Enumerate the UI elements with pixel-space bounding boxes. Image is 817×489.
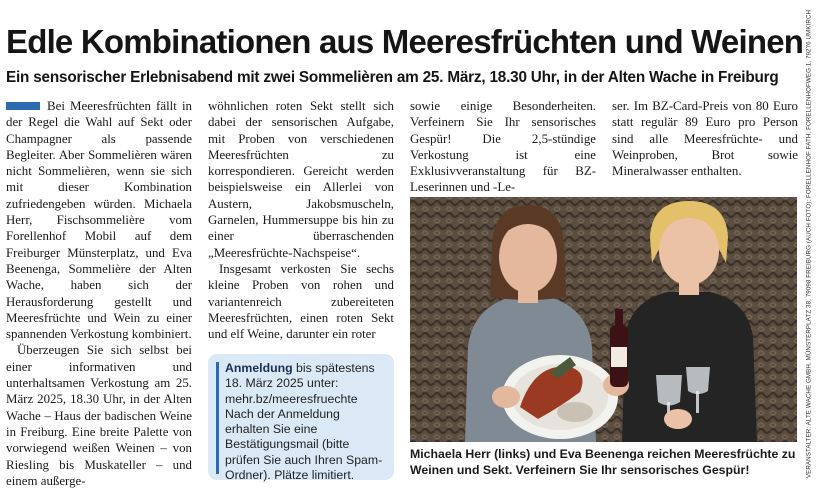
- article-text: Bei Meeresfrüchten fällt in der Regel die Wahl auf Sekt oder Champagner als passende Begleiter. Aber Sommelièren wären nicht Sommelièren, wenn sie sich mit dieser Kombination zufriedengeben würden. Michaela Herr, Fischsommelière vom Forellenhof Mobil auf dem Freiburger Münsterplatz, und Eva Beenenga, Sommelière der Alten Wache, haben sich der Herausforderung gestellt und Meeresfrüchte und Wein zu einer spannenden Verkostung kombiniert.: [6, 99, 192, 342]
- photo-credit: [804, 2, 814, 486]
- article-column-1: [6, 98, 192, 489]
- sommeliers-photo: [410, 197, 797, 442]
- article-column-4: [612, 98, 798, 179]
- headline: Edle Kombinationen aus Meeresfrüchten und Weinen: [6, 23, 804, 60]
- infobox-text: [225, 361, 386, 483]
- infobox-keyword: Anmeldung: [225, 361, 293, 375]
- section-marker: [6, 102, 40, 110]
- article-paragraph-5: sowie einige Besonderheiten. Verfeinern Sie Ihr sensorisches Gespür! Die 2,5-stündige Verkostung ist eine Exklusivveranstaltung für BZ-Leserinnen und -Le-: [410, 99, 596, 195]
- article-paragraph-1: [6, 98, 192, 342]
- article-paragraph-3: wöhnlichen roten Sekt stellt sich dabei der sensorischen Aufgabe, mit Proben von verschiedenen Meeresfrüchten zu korrespondieren. Gereicht werden beispielsweise ein Allerlei von Austern, Jakobsmuscheln, Garnelen, Hummersuppe bis hin zu einer überraschenden „Meeresfrüchte-Nachspeise“.: [208, 99, 394, 260]
- article-paragraph-2: Überzeugen Sie sich selbst bei einer informativen und unterhaltsamen Verkostung am 25. März 2025, 18.30 Uhr, in der Alten Wache – Haus der badischen Weine in Freiburg. Eine breite Palette von vorwiegend weißen Weinen – von Riesling bis Muskateller – und einem außerge-: [6, 343, 192, 488]
- article-column-2: [208, 98, 394, 342]
- registration-infobox: [208, 354, 394, 483]
- subheadline: Ein sensorischer Erlebnisabend mit zwei Sommelièren am 25. März, 18.30 Uhr, in der Alten Wache in Freiburg: [6, 69, 779, 86]
- article-paragraph-6: ser. Im BZ-Card-Preis von 80 Euro statt regulär 89 Euro pro Person sind alle Meeresfrüchte- und Weinproben, Brot sowie Mineralwasser enthalten.: [612, 99, 798, 179]
- article-paragraph-4: Insgesamt verkosten Sie sechs kleine Proben von rohen und variantenreich zubereiteten Meeresfrüchten, einen roten Sekt und elf Weine, darunter ein roter: [208, 261, 394, 342]
- photo-caption: Michaela Herr (links) und Eva Beenenga reichen Meeresfrüchte zu Weinen und Sekt. Verfeinern Sie Ihr sensorisches Gespür!: [410, 447, 796, 478]
- article-column-3: [410, 98, 596, 196]
- infobox-body: bis spätestens 18. März 2025 unter: mehr.bz/meeresfruechte Nach der Anmeldung erhalten Sie eine Bestätigungsmail (bitte prüfen Sie auch Ihren Spam-Ordner). Plätze limitiert.: [225, 361, 383, 483]
- infobox-accent-bar: [216, 362, 219, 474]
- photo-credit-text: VERANSTALTER: ALTE WACHE GMBH, MÜNSTERPLATZ 38, 79098 FREIBURG (AUCH FOTO); FORELLENHOF FATH, FORELLENHOFWEG 1, 79276 UMKIRCH: [805, 9, 813, 479]
